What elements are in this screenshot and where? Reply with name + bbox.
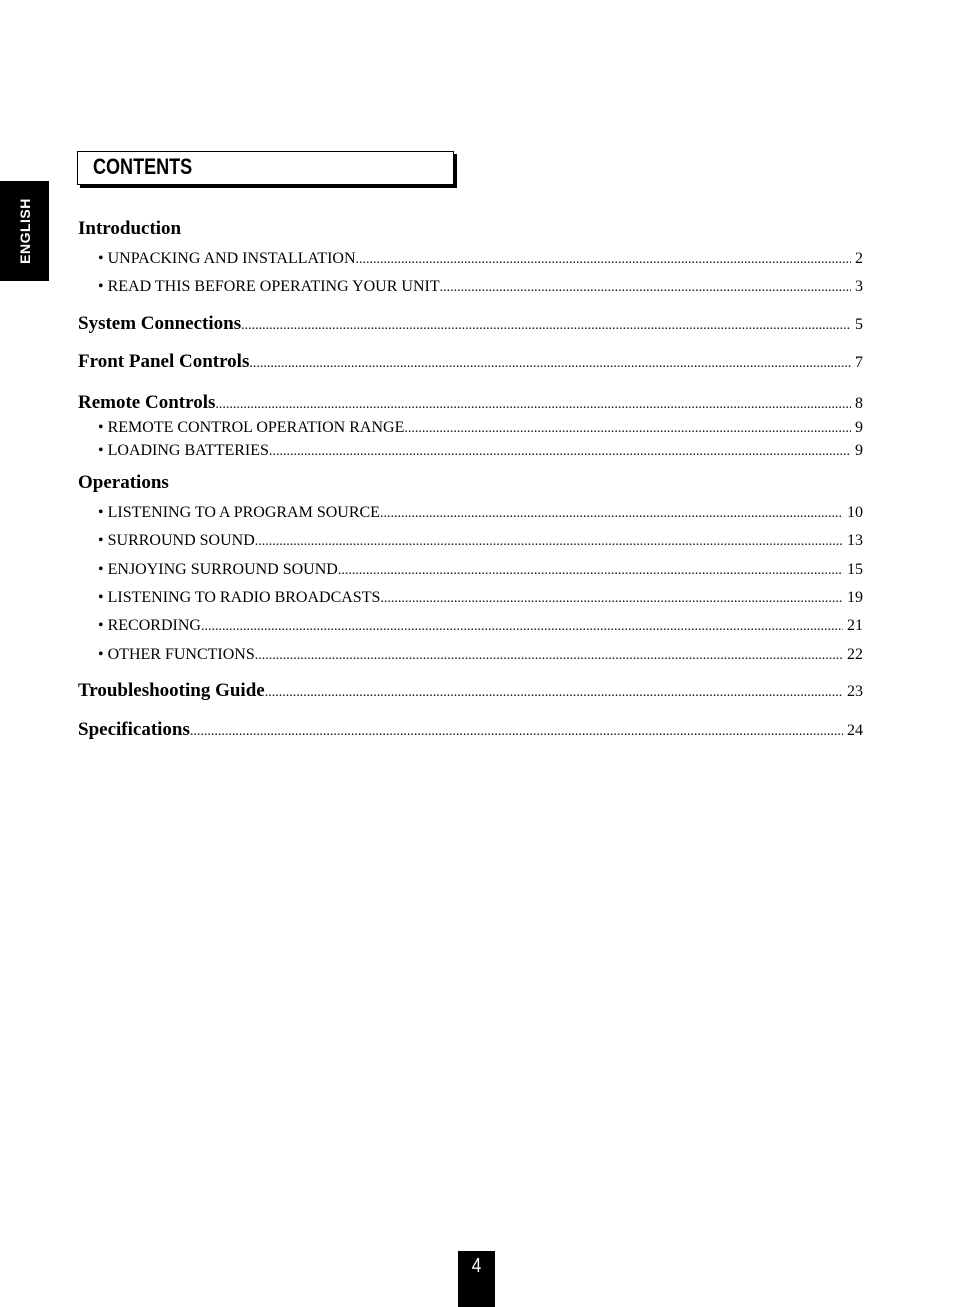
contents-title-box <box>77 151 454 185</box>
toc-entry-specifications[interactable] <box>78 719 863 741</box>
toc-heading-introduction: Introduction <box>78 218 182 239</box>
dot-leader <box>190 724 843 740</box>
toc-entry-label: • OTHER FUNCTIONS <box>98 646 255 663</box>
toc-entry-page: 10 <box>847 504 863 521</box>
toc-entry-label: • READ THIS BEFORE OPERATING YOUR UNIT <box>98 278 440 295</box>
toc-entry-page: 2 <box>855 250 863 267</box>
toc-entry-page: 21 <box>847 617 863 634</box>
toc-entry-remote-controls[interactable] <box>78 392 863 414</box>
toc-entry-page: 23 <box>847 683 863 700</box>
toc-entry-enjoying-surround[interactable] <box>78 561 863 579</box>
dot-leader <box>201 619 843 635</box>
toc-entry-label: • SURROUND SOUND <box>98 532 255 549</box>
toc-entry-label: • ENJOYING SURROUND SOUND <box>98 561 338 578</box>
dot-leader <box>269 444 851 460</box>
toc-entry-label: • LISTENING TO A PROGRAM SOURCE <box>98 504 380 521</box>
toc-entry-label: • LISTENING TO RADIO BROADCASTS <box>98 589 381 606</box>
toc-entry-surround-sound[interactable] <box>78 532 863 550</box>
page-number: 4 <box>471 1255 482 1277</box>
toc-entry-label: • REMOTE CONTROL OPERATION RANGE <box>98 419 405 436</box>
dot-leader <box>215 397 851 413</box>
toc-entry-page: 19 <box>847 589 863 606</box>
toc-entry-label: Front Panel Controls <box>78 351 250 372</box>
toc-entry-page: 9 <box>855 442 863 459</box>
toc-entry-label: System Connections <box>78 313 242 334</box>
toc-entry-page: 7 <box>855 354 863 371</box>
toc-entry-page: 9 <box>855 419 863 436</box>
dot-leader <box>380 506 843 522</box>
toc-entry-troubleshooting[interactable] <box>78 680 863 702</box>
toc-entry-page: 22 <box>847 646 863 663</box>
toc-entry-page: 24 <box>847 722 863 739</box>
dot-leader <box>265 685 843 701</box>
toc-entry-page: 13 <box>847 532 863 549</box>
toc-entry-page: 3 <box>855 278 863 295</box>
toc-entry-radio-broadcasts[interactable] <box>78 589 863 607</box>
dot-leader <box>356 252 851 268</box>
toc-entry-label: Specifications <box>78 719 190 740</box>
toc-entry-page: 8 <box>855 395 863 412</box>
toc-heading-operations: Operations <box>78 472 169 493</box>
dot-leader <box>241 318 851 334</box>
dot-leader <box>404 421 851 437</box>
toc-entry-program-source[interactable] <box>78 504 863 522</box>
toc-entry-label: • LOADING BATTERIES <box>98 442 269 459</box>
page-title: CONTENTS <box>93 154 193 179</box>
toc-entry-loading-batteries[interactable] <box>78 442 863 460</box>
toc-entry-label: • RECORDING <box>98 617 201 634</box>
language-tab <box>0 181 49 281</box>
toc-entry-system-connections[interactable] <box>78 313 863 335</box>
toc-entry-remote-range[interactable] <box>78 419 863 437</box>
toc-entry-recording[interactable] <box>78 617 863 635</box>
page-number-badge <box>458 1251 495 1307</box>
toc-entry-label: Remote Controls <box>78 392 216 413</box>
toc-entry-unpacking[interactable] <box>78 250 863 268</box>
dot-leader <box>440 280 851 296</box>
toc-entry-label: • UNPACKING AND INSTALLATION <box>98 250 356 267</box>
dot-leader <box>338 563 843 579</box>
toc-entry-page: 5 <box>855 316 863 333</box>
toc-entry-page: 15 <box>847 561 863 578</box>
language-tab-label: ENGLISH <box>16 198 33 264</box>
toc-entry-label: Troubleshooting Guide <box>78 680 265 701</box>
dot-leader <box>255 534 843 550</box>
toc-entry-read-before[interactable] <box>78 278 863 296</box>
dot-leader <box>255 648 843 664</box>
dot-leader <box>249 356 851 372</box>
toc-entry-front-panel-controls[interactable] <box>78 351 863 373</box>
dot-leader <box>380 591 843 607</box>
toc-entry-other-functions[interactable] <box>78 646 863 664</box>
